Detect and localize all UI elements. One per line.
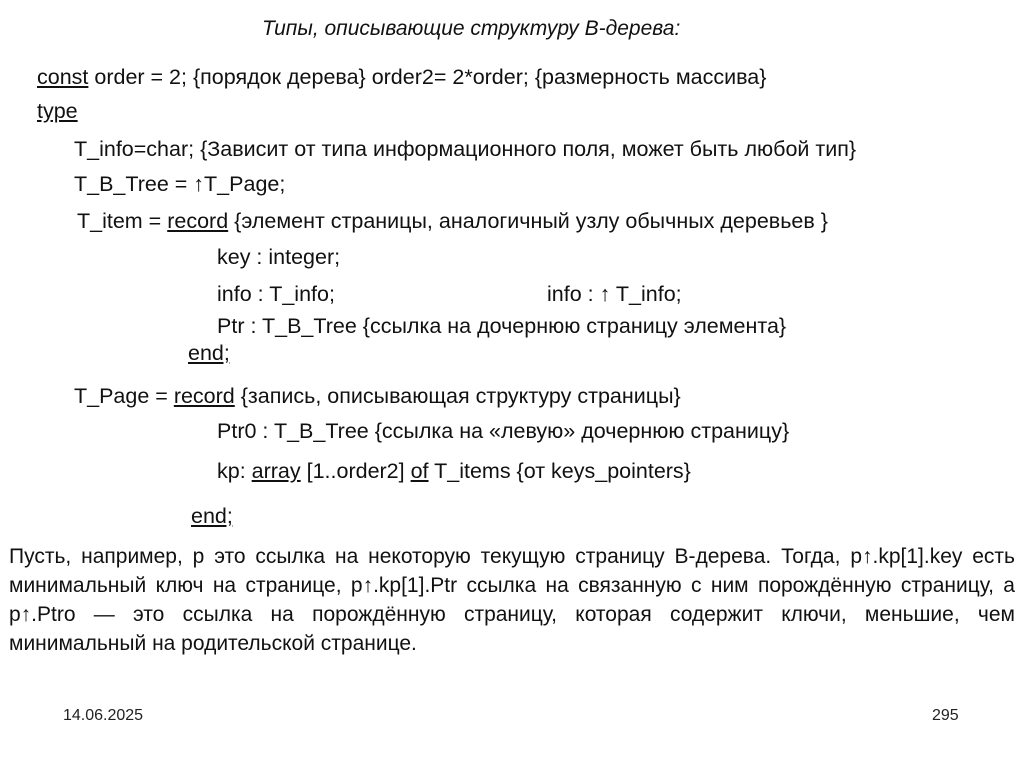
tpage-comment: {запись, описывающая структуру страницы} [234,384,681,408]
field-kp [217,458,691,484]
const-declaration-text: order = 2; {порядок дерева} order2= 2*order; {размерность массива} [88,65,767,89]
keyword-record: record [167,209,229,233]
tbtree-declaration: T_B_Tree = ↑T_Page; [74,172,286,196]
keyword-const: const [37,65,89,89]
field-key: key : integer; [217,245,341,269]
tpage-end: end; [191,504,233,528]
titem-prefix: T_item = [77,209,168,233]
tpage-declaration [74,383,681,409]
field-ptr0: Ptr0 : T_B_Tree {ссылка на «левую» дочернюю страницу} [217,419,790,443]
titem-end: end; [188,341,230,365]
keyword-record: record [173,384,235,408]
footer-date: 14.06.2025 [63,707,144,724]
keyword-of: of [410,459,429,483]
kp-prefix: kp: [217,459,252,483]
field-ptr: Ptr : T_B_Tree {ссылка на дочернюю страницу элемента} [217,314,787,338]
tpage-prefix: T_Page = [74,384,174,408]
tinfo-declaration: T_info=char; {Зависит от типа информационного поля, может быть любой тип} [74,137,857,161]
keyword-type-text: type [37,99,78,123]
explanation-paragraph: Пусть, например, p это ссылка на некоторую текущую страницу B-дерева. Тогда, p↑.kp[1].key есть минимальный ключ на странице, p↑.kp[1].Ptr ссылка на связанную с ним порождённую страницу, а p↑.Ptro — это ссылка на порождённую страницу, которая содержит ключи, меньшие, чем минимальный на родительской странице. [9,545,1015,655]
kp-comment: T_items {от keys_pointers} [428,459,691,483]
keyword-type [37,98,78,124]
footer-page-number: 295 [932,707,959,724]
titem-declaration [77,208,828,234]
const-declaration [37,64,766,90]
field-info-alternative: info : ↑ T_info; [547,282,682,306]
field-info: info : T_info; [217,282,335,306]
keyword-array: array [251,459,301,483]
kp-range: [1..order2] [300,459,411,483]
titem-comment: {элемент страницы, аналогичный узлу обычных деревьев } [228,209,828,233]
slide-title: Типы, описывающие структуру B-дерева: [262,17,681,40]
